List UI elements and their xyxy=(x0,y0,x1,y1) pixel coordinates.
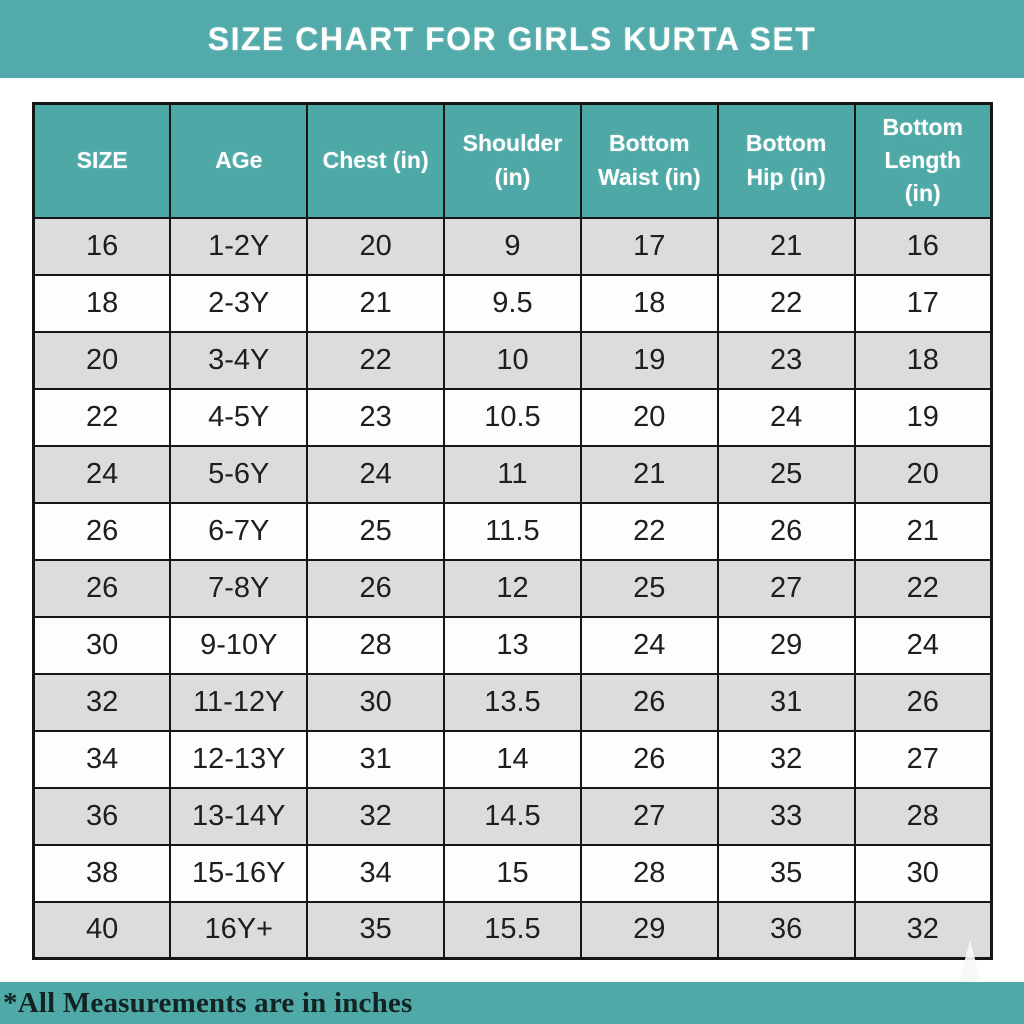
table-cell: 26 xyxy=(581,674,718,731)
table-row xyxy=(34,617,992,674)
table-cell: 28 xyxy=(581,845,718,902)
table-cell: 1-2Y xyxy=(170,218,307,275)
table-cell: 3-4Y xyxy=(170,332,307,389)
table-cell: 14 xyxy=(444,731,581,788)
title-banner xyxy=(0,0,1024,78)
table-row xyxy=(34,674,992,731)
column-header: Bottom Hip (in) xyxy=(718,104,855,218)
table-cell: 26 xyxy=(581,731,718,788)
table-cell: 26 xyxy=(718,503,855,560)
table-cell: 40 xyxy=(34,902,171,959)
table-cell: 10.5 xyxy=(444,389,581,446)
table-cell: 22 xyxy=(718,275,855,332)
table-cell: 11-12Y xyxy=(170,674,307,731)
column-header: Bottom Waist (in) xyxy=(581,104,718,218)
footnote-banner xyxy=(0,982,1024,1024)
table-cell: 17 xyxy=(855,275,992,332)
table-cell: 16 xyxy=(34,218,171,275)
table-row xyxy=(34,845,992,902)
table-row xyxy=(34,731,992,788)
table-cell: 18 xyxy=(34,275,171,332)
table-cell: 38 xyxy=(34,845,171,902)
table-cell: 24 xyxy=(718,389,855,446)
table-cell: 16 xyxy=(855,218,992,275)
table-cell: 21 xyxy=(855,503,992,560)
column-header: Shoulder (in) xyxy=(444,104,581,218)
table-cell: 26 xyxy=(34,560,171,617)
table-cell: 27 xyxy=(581,788,718,845)
table-cell: 25 xyxy=(718,446,855,503)
table-cell: 22 xyxy=(581,503,718,560)
table-cell: 36 xyxy=(34,788,171,845)
column-header: AGe xyxy=(170,104,307,218)
table-cell: 32 xyxy=(855,902,992,959)
table-cell: 20 xyxy=(581,389,718,446)
column-header: Chest (in) xyxy=(307,104,444,218)
table-cell: 28 xyxy=(855,788,992,845)
table-cell: 24 xyxy=(581,617,718,674)
table-cell: 24 xyxy=(855,617,992,674)
table-cell: 10 xyxy=(444,332,581,389)
table-cell: 11.5 xyxy=(444,503,581,560)
table-cell: 12 xyxy=(444,560,581,617)
table-cell: 26 xyxy=(34,503,171,560)
table-cell: 9-10Y xyxy=(170,617,307,674)
table-cell: 2-3Y xyxy=(170,275,307,332)
table-cell: 31 xyxy=(718,674,855,731)
table-cell: 33 xyxy=(718,788,855,845)
table-cell: 28 xyxy=(307,617,444,674)
table-cell: 25 xyxy=(581,560,718,617)
measurement-note: *All Measurements are in inches xyxy=(3,986,413,1019)
table-cell: 24 xyxy=(34,446,171,503)
table-cell: 13.5 xyxy=(444,674,581,731)
table-cell: 15-16Y xyxy=(170,845,307,902)
column-header: SIZE xyxy=(34,104,171,218)
table-cell: 32 xyxy=(34,674,171,731)
table-cell: 21 xyxy=(718,218,855,275)
table-cell: 7-8Y xyxy=(170,560,307,617)
table-cell: 9.5 xyxy=(444,275,581,332)
column-header: Bottom Length (in) xyxy=(855,104,992,218)
table-row xyxy=(34,503,992,560)
table-cell: 35 xyxy=(307,902,444,959)
table-row xyxy=(34,902,992,959)
table-cell: 13 xyxy=(444,617,581,674)
table-cell: 29 xyxy=(581,902,718,959)
table-cell: 11 xyxy=(444,446,581,503)
table-cell: 21 xyxy=(307,275,444,332)
table-cell: 22 xyxy=(34,389,171,446)
table-cell: 23 xyxy=(718,332,855,389)
table-cell: 23 xyxy=(307,389,444,446)
table-cell: 30 xyxy=(855,845,992,902)
table-row xyxy=(34,332,992,389)
size-table-body xyxy=(34,218,992,959)
table-cell: 5-6Y xyxy=(170,446,307,503)
table-cell: 20 xyxy=(34,332,171,389)
table-cell: 13-14Y xyxy=(170,788,307,845)
table-cell: 17 xyxy=(581,218,718,275)
table-cell: 22 xyxy=(855,560,992,617)
size-table-header-row xyxy=(34,104,992,218)
table-cell: 15 xyxy=(444,845,581,902)
table-cell: 12-13Y xyxy=(170,731,307,788)
table-cell: 24 xyxy=(307,446,444,503)
size-chart-table xyxy=(32,102,993,960)
table-cell: 20 xyxy=(307,218,444,275)
table-cell: 27 xyxy=(718,560,855,617)
table-cell: 20 xyxy=(855,446,992,503)
table-row xyxy=(34,218,992,275)
table-cell: 14.5 xyxy=(444,788,581,845)
table-cell: 26 xyxy=(855,674,992,731)
table-cell: 32 xyxy=(307,788,444,845)
table-cell: 34 xyxy=(34,731,171,788)
table-cell: 15.5 xyxy=(444,902,581,959)
table-cell: 30 xyxy=(34,617,171,674)
table-cell: 21 xyxy=(581,446,718,503)
table-row xyxy=(34,560,992,617)
table-cell: 26 xyxy=(307,560,444,617)
table-cell: 19 xyxy=(855,389,992,446)
table-cell: 35 xyxy=(718,845,855,902)
table-cell: 25 xyxy=(307,503,444,560)
table-row xyxy=(34,389,992,446)
table-cell: 18 xyxy=(581,275,718,332)
table-cell: 16Y+ xyxy=(170,902,307,959)
table-row xyxy=(34,275,992,332)
table-cell: 9 xyxy=(444,218,581,275)
table-cell: 6-7Y xyxy=(170,503,307,560)
table-cell: 18 xyxy=(855,332,992,389)
table-row xyxy=(34,446,992,503)
table-cell: 32 xyxy=(718,731,855,788)
table-cell: 22 xyxy=(307,332,444,389)
table-cell: 36 xyxy=(718,902,855,959)
table-cell: 27 xyxy=(855,731,992,788)
page-title: SIZE CHART FOR GIRLS KURTA SET xyxy=(207,20,817,57)
table-cell: 30 xyxy=(307,674,444,731)
table-row xyxy=(34,788,992,845)
table-cell: 29 xyxy=(718,617,855,674)
table-cell: 4-5Y xyxy=(170,389,307,446)
table-cell: 34 xyxy=(307,845,444,902)
table-cell: 31 xyxy=(307,731,444,788)
table-cell: 19 xyxy=(581,332,718,389)
